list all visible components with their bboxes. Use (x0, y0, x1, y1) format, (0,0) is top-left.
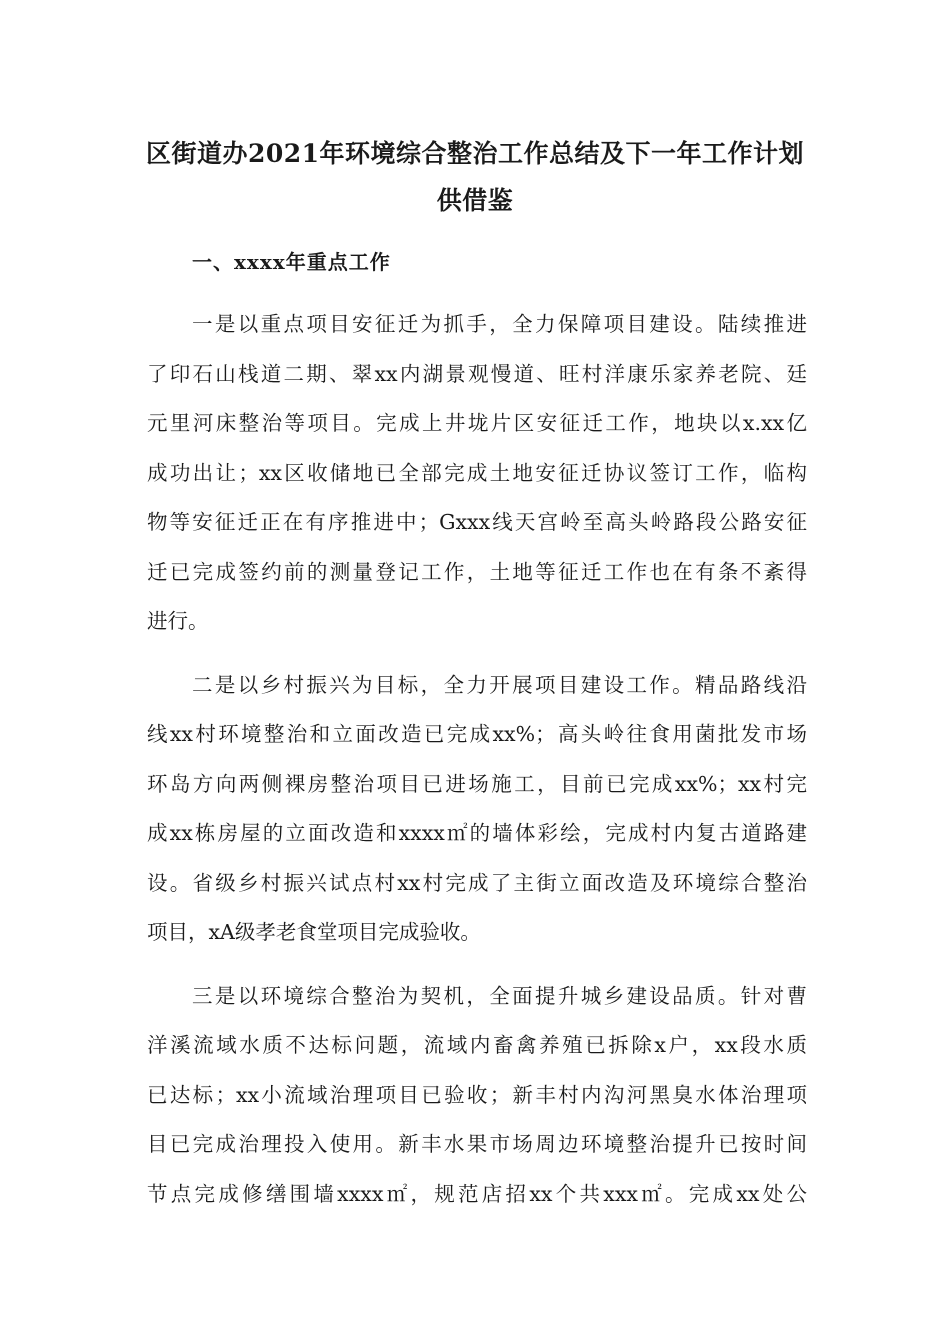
paragraph-line: 物等安征迁正在有序推进中；Gxxx线天宫岭至高头岭路段公路安征 (147, 510, 807, 534)
paragraph-line: 环岛方向两侧裸房整治项目已进场施工，目前已完成xx%；xx村完 (147, 772, 807, 796)
paragraph-line: 节点完成修缮围墙xxxx㎡，规范店招xx个共xxx㎡。完成xx处公 (147, 1182, 807, 1206)
paragraph-line: 迁已完成签约前的测量登记工作，土地等征迁工作也在有条不紊得 (147, 560, 807, 584)
document-title-line-1: 区街道办2021年环境综合整治工作总结及下一年工作计划 (145, 139, 805, 168)
paragraph-line: 一是以重点项目安征迁为抓手，全力保障项目建设。陆续推进 (192, 312, 807, 336)
document-title-line-2: 供借鉴 (436, 186, 514, 215)
paragraph-line: 目已完成治理投入使用。新丰水果市场周边环境整治提升已按时间 (147, 1132, 807, 1156)
paragraph-line: 元里河床整治等项目。完成上井垅片区安征迁工作，地块以x.xx亿 (147, 411, 807, 435)
paragraph-line: 二是以乡村振兴为目标，全力开展项目建设工作。精品路线沿 (192, 673, 807, 697)
paragraph-line: 三是以环境综合整治为契机，全面提升城乡建设品质。针对曹 (192, 984, 807, 1008)
paragraph-line: 项目，xA级孝老食堂项目完成验收。 (147, 920, 481, 944)
paragraph-line: 进行。 (147, 609, 209, 633)
paragraph-line: 成功出让；xx区收储地已全部完成土地安征迁协议签订工作，临构 (147, 461, 807, 485)
paragraph-line: 已达标；xx小流域治理项目已验收；新丰村内沟河黑臭水体治理项 (147, 1083, 807, 1107)
paragraph-line: 线xx村环境整治和立面改造已完成xx%；高头岭往食用菌批发市场 (147, 722, 807, 746)
section-heading: 一、xxxx年重点工作 (192, 250, 391, 274)
paragraph-line: 设。省级乡村振兴试点村xx村完成了主街立面改造及环境综合整治 (147, 871, 807, 895)
paragraph-line: 洋溪流域水质不达标问题，流域内畜禽养殖已拆除x户，xx段水质 (147, 1033, 807, 1057)
paragraph-line: 了印石山栈道二期、翠xx内湖景观慢道、旺村洋康乐家养老院、廷 (147, 362, 807, 386)
paragraph-line: 成xx栋房屋的立面改造和xxxx㎡的墙体彩绘，完成村内复古道路建 (147, 821, 807, 845)
